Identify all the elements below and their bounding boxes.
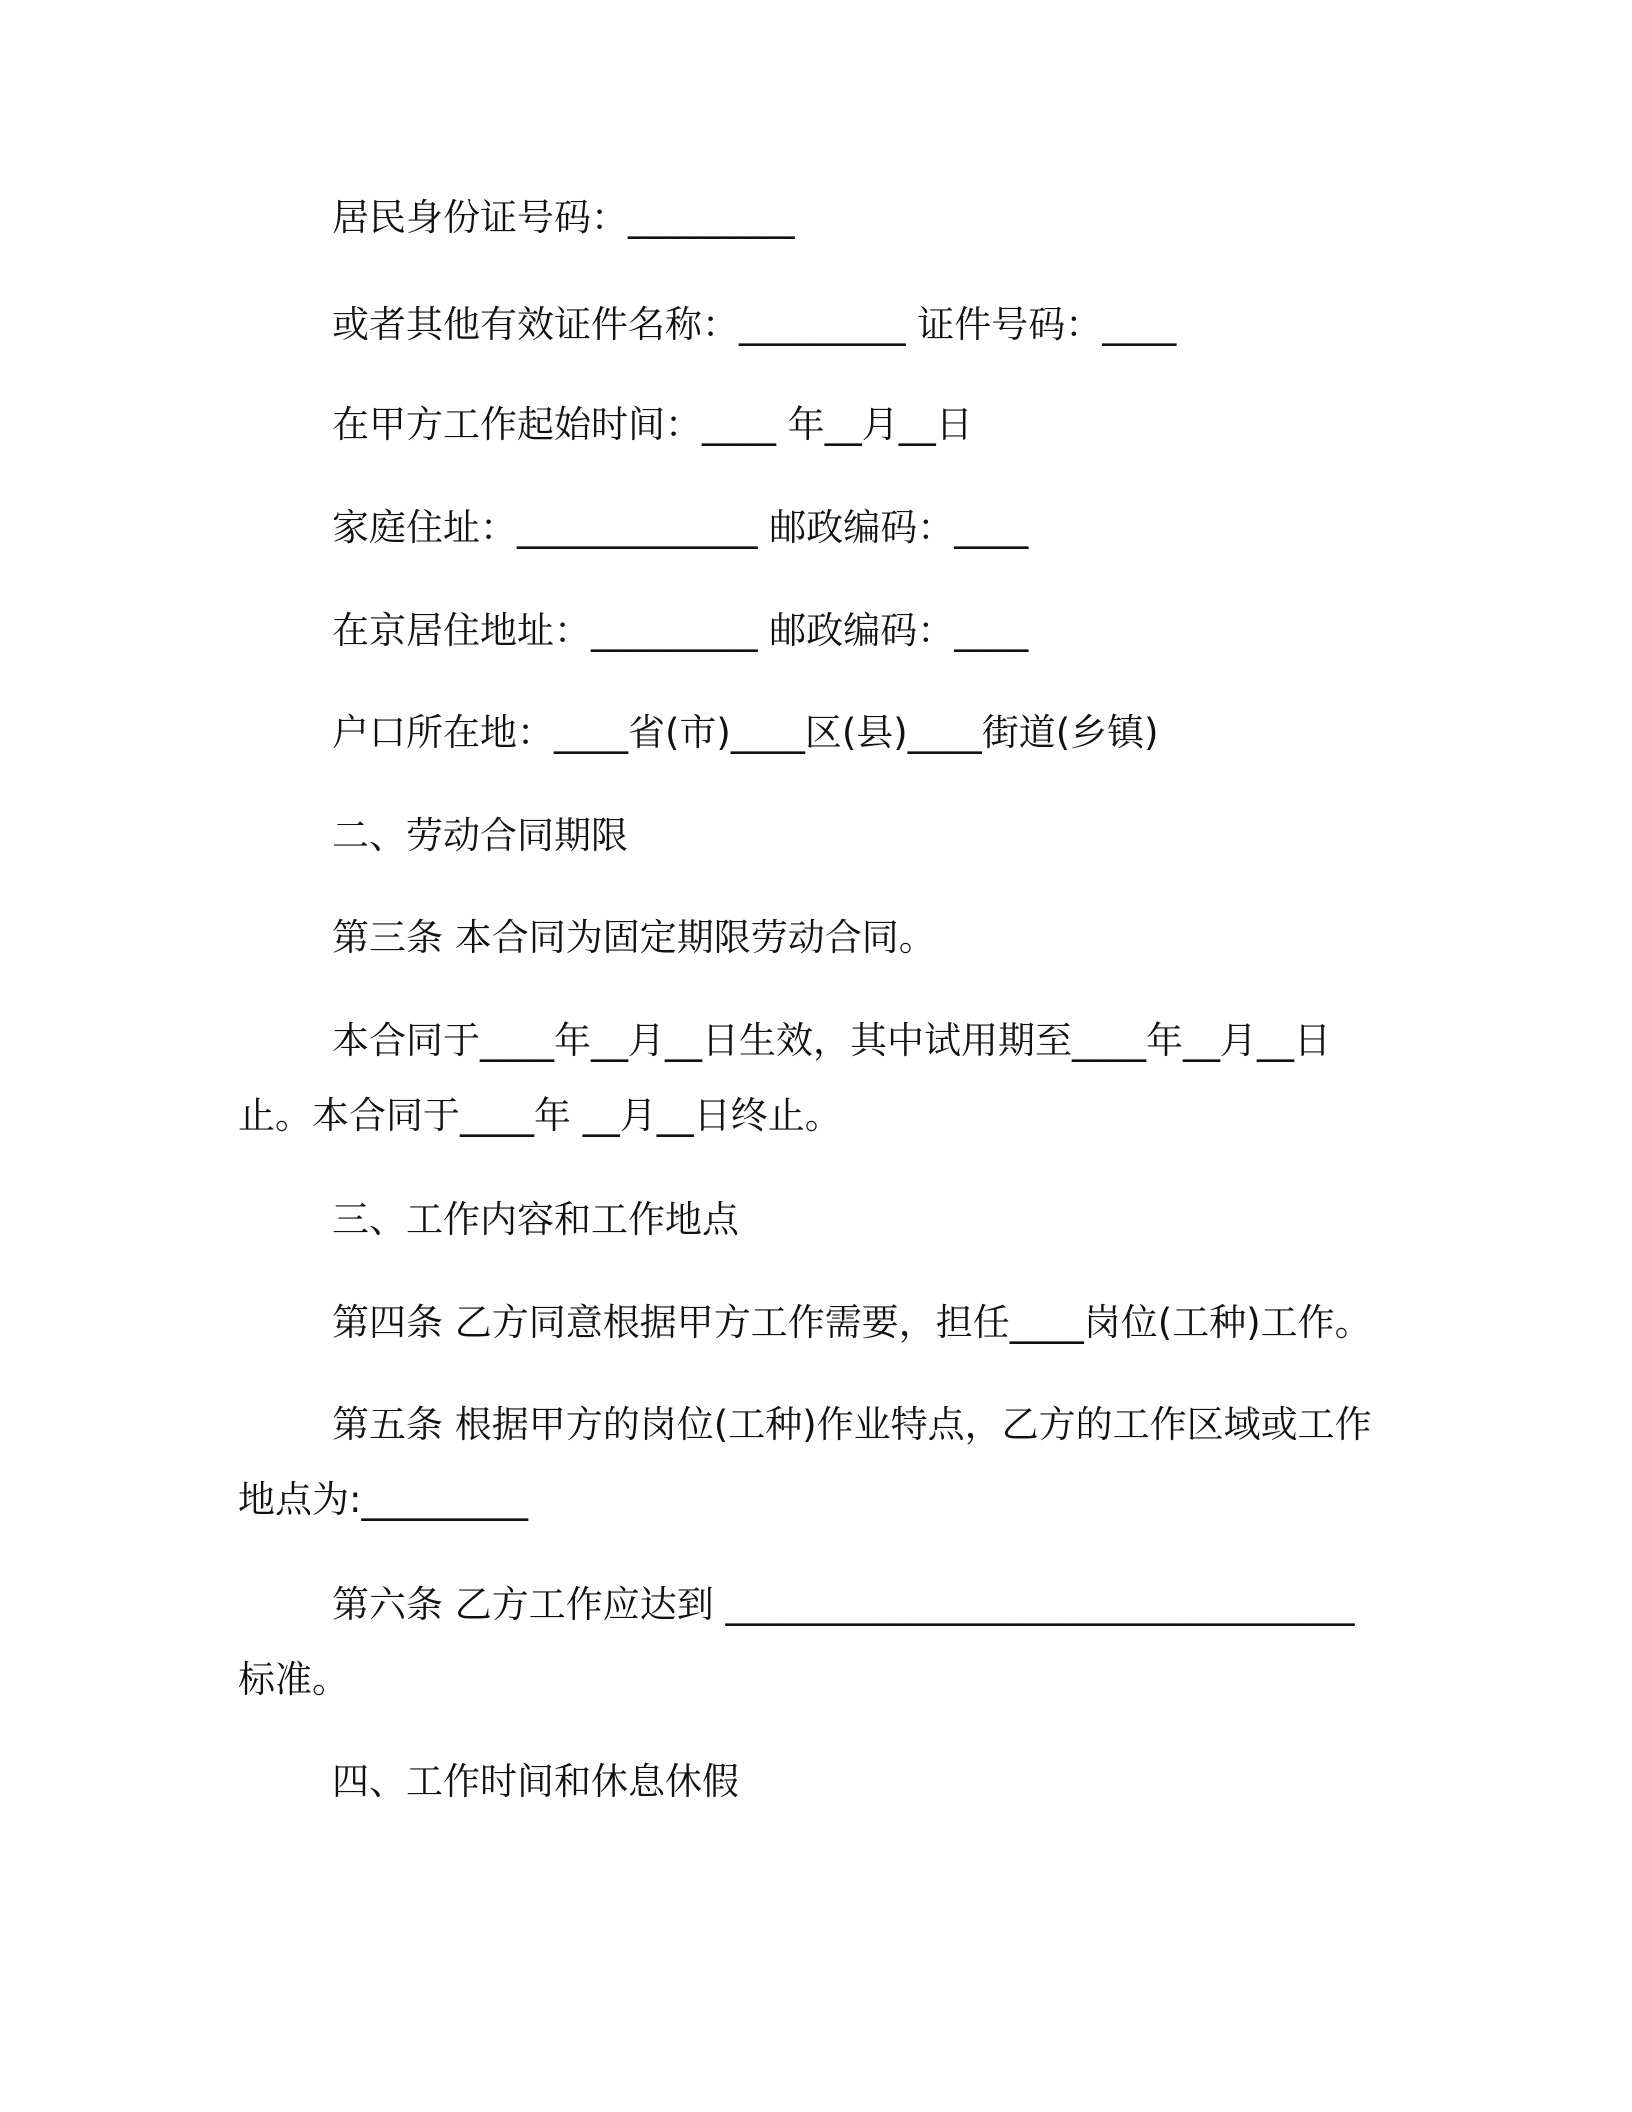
article-4-line: 第四条 乙方同意根据甲方工作需要，担任____岗位(工种)工作。	[332, 1301, 1372, 1344]
home-address-line: 家庭住址：_____________ 邮政编码：____	[332, 506, 1029, 549]
id-number-line: 居民身份证号码：_________	[332, 196, 795, 239]
section-heading-work-content: 三、工作内容和工作地点	[332, 1198, 739, 1241]
article-3-line: 第三条 本合同为固定期限劳动合同。	[332, 916, 936, 959]
section-heading-contract-term: 二、劳动合同期限	[332, 814, 628, 857]
article-5-line: 第五条 根据甲方的岗位(工种)作业特点，乙方的工作区域或工作	[332, 1403, 1372, 1446]
start-date-line: 在甲方工作起始时间：____ 年__月__日	[332, 403, 973, 446]
work-location-line: 地点为:_________	[238, 1478, 528, 1521]
hukou-line: 户口所在地：____省(市)____区(县)____街道(乡镇)	[332, 711, 1159, 754]
standard-line: 标准。	[238, 1658, 349, 1701]
effective-date-line: 本合同于____年__月__日生效，其中试用期至____年__月__日	[332, 1019, 1331, 1062]
other-id-line: 或者其他有效证件名称：_________ 证件号码：____	[332, 303, 1177, 346]
article-6-line: 第六条 乙方工作应达到 __________________________________	[332, 1583, 1355, 1626]
end-date-line: 止。本合同于____年 __月__日终止。	[238, 1094, 842, 1137]
beijing-address-line: 在京居住地址：_________ 邮政编码：____	[332, 609, 1029, 652]
section-heading-work-hours: 四、工作时间和休息休假	[332, 1760, 739, 1803]
